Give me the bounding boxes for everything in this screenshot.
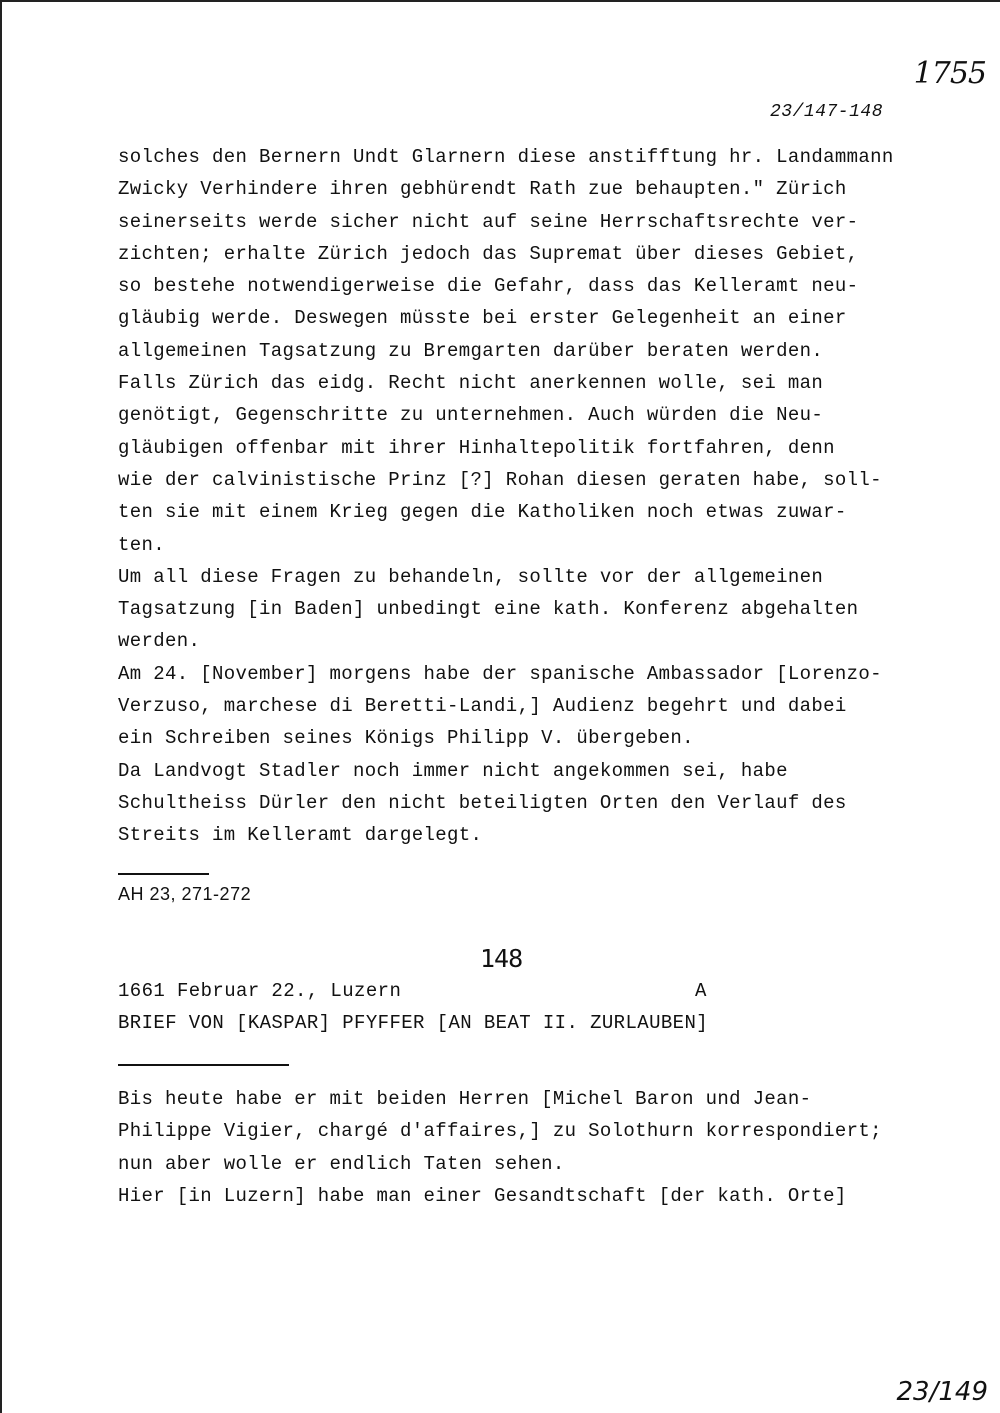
handwritten-folio-number-bottom: 23/149 [896, 1377, 988, 1407]
doc148-body [118, 1083, 918, 1212]
text-line: Streits im Kelleramt dargelegt. [118, 824, 483, 847]
text-line: zichten; erhalte Zürich jedoch das Supremat über dieses Gebiet, [118, 242, 859, 265]
text-line: Bis heute habe er mit beiden Herren [Michel Baron und Jean- [118, 1088, 812, 1110]
handwritten-folio-number-top: 1755 [913, 56, 986, 91]
text-line: Falls Zürich das eidg. Recht nicht anerkennen wolle, sei man [118, 372, 824, 395]
title-divider [118, 1064, 289, 1066]
doc148-letter: A [695, 980, 707, 1002]
text-line: so bestehe notwendigerweise die Gefahr, dass das Kelleramt neu- [118, 275, 859, 298]
document-reference: 23/147-148 [770, 102, 884, 122]
doc148-number: 148 [480, 944, 523, 973]
text-line: Verzuso, marchese di Beretti-Landi,] Audienz begehrt und dabei [118, 695, 847, 718]
text-line: wie der calvinistische Prinz [?] Rohan diesen geraten habe, soll- [118, 468, 882, 491]
text-line: seinerseits werde sicher nicht auf seine Herrschaftsrechte ver- [118, 210, 859, 233]
text-line: gläubig werde. Deswegen müsste bei erster Gelegenheit an einer [118, 307, 847, 330]
text-line: Am 24. [November] morgens habe der spanische Ambassador [Lorenzo- [118, 662, 882, 685]
text-line: genötigt, Gegenschritte zu unternehmen. Auch würden die Neu- [118, 404, 824, 427]
text-line: Um all diese Fragen zu behandeln, sollte vor der allgemeinen [118, 565, 824, 588]
text-line: solches den Bernern Undt Glarnern diese anstifftung hr. Landammann [118, 146, 894, 168]
text-line: Schultheiss Dürler den nicht beteiligten Orten den Verlauf des [118, 791, 847, 814]
source-divider [118, 873, 209, 875]
text-line: ten sie mit einem Krieg gegen die Katholiken noch etwas zuwar- [118, 501, 847, 524]
text-line: Tagsatzung [in Baden] unbedingt eine kath. Konferenz abgehalten [118, 598, 859, 621]
text-line: allgemeinen Tagsatzung zu Bremgarten darüber beraten werden. [118, 339, 824, 362]
text-line: Da Landvogt Stadler noch immer nicht angekommen sei, habe [118, 759, 788, 782]
doc148-title: BRIEF VON [KASPAR] PFYFFER [AN BEAT II. ZURLAUBEN] [118, 1012, 709, 1034]
doc148-date-place: 1661 Februar 22., Luzern [118, 980, 402, 1002]
text-line: ten. [118, 533, 166, 556]
text-line: Hier [in Luzern] habe man einer Gesandtschaft [der kath. Orte] [118, 1184, 847, 1207]
text-line: nun aber wolle er endlich Taten sehen. [118, 1152, 565, 1175]
doc147-body [118, 141, 918, 852]
text-line: ein Schreiben seines Königs Philipp V. übergeben. [118, 727, 694, 750]
text-line: Philippe Vigier, chargé d'affaires,] zu Solothurn korrespondiert; [118, 1120, 882, 1143]
text-line: gläubigen offenbar mit ihrer Hinhaltepolitik fortfahren, denn [118, 436, 835, 459]
text-line: werden. [118, 630, 201, 653]
doc147-source: AH 23, 271-272 [118, 884, 252, 904]
text-line: Zwicky Verhindere ihren gebhürendt Rath zue behaupten." Zürich [118, 178, 847, 201]
